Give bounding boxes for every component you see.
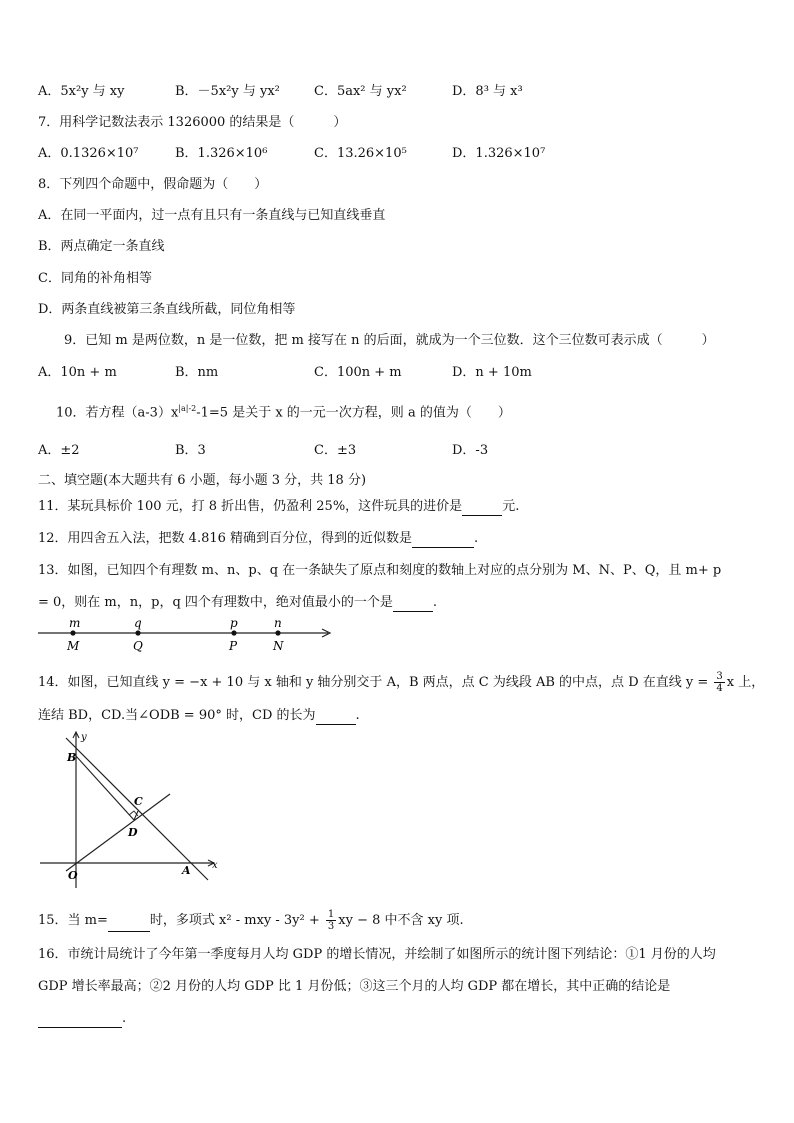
q11-text: 11．某玩具标价 100 元，打 8 折出售，仍盈利 25%，这件玩具的进价是 [38,499,463,514]
q13-number-line [36,614,336,654]
q9-option-d: D．n + 10m [452,365,532,380]
q12-answer-blank[interactable] [412,533,474,548]
point-n-label: n [274,616,282,630]
q11-stem [38,498,519,516]
q15-fraction [326,909,336,932]
q16-line1: 16．市统计局统计了今年第一季度每月人均 GDP 的增长情况，并绘制了如图所示的统计图下列结论：①1 月份的人均 [38,947,716,962]
label-d: D [128,826,138,839]
q8-option-c: C．同角的补角相等 [38,271,152,286]
q16-end: . [122,1011,127,1026]
q15-text-mid: 时，多项式 x² - mxy - 3y² + [149,913,320,928]
q14-fraction [714,671,724,694]
q14-fraction-numerator: 3 [716,671,723,682]
label-y: y [81,732,87,743]
q15-fraction-numerator: 1 [327,909,335,920]
q13-text: = 0，则在 m，n，p，q 四个有理数中，绝对值最小的一个是 [38,595,393,610]
q8-option-a: A．在同一平面内，过一点有且只有一条直线与已知直线垂直 [38,208,386,223]
q9-options [38,364,758,382]
point-Q-label: Q [133,639,143,653]
point-P-label: P [229,639,238,653]
line-ab [66,738,208,880]
q8-option-d: D．两条直线被第三条直线所截，同位角相等 [38,302,296,317]
q14-answer-blank[interactable] [316,710,356,725]
q7-option-c: C．13.26×10⁵ [314,146,407,161]
q12-text: 12．用四舍五入法，把数 4.816 精确到百分位，得到的近似数是 [38,531,413,546]
q14-line2 [38,707,360,725]
q14-line1 [38,671,764,694]
q16-line3 [38,1010,126,1028]
number-line-point-n [272,616,284,653]
q6-option-c: C．5ax² 与 yx² [314,84,407,99]
q10-exponent: |a|-2 [178,404,197,413]
point-p-label: p [230,616,238,630]
q13-line1: 13．如图，已知四个有理数 m、n、p、q 在一条缺失了原点和刻度的数轴上对应的点分别为 M、N、P、Q，且 m+ p [38,563,722,578]
q10-option-d: D．-3 [452,443,489,458]
label-c: C [134,795,143,808]
q7-option-d: D．1.326×10⁷ [452,146,546,161]
number-line-point-p [228,616,238,653]
q10-option-c: C．±3 [314,443,357,458]
q15-stem [38,909,464,932]
q10-stem-post: -1=5 是关于 x 的一元一次方程，则 a 的值为（ ） [196,405,511,421]
q11-answer-blank[interactable] [462,501,502,516]
q14-text: 连结 BD，CD.当∠ODB = 90° 时，CD 的长为 [38,708,316,723]
q8-stem: 8．下列四个命题中，假命题为（ ） [38,177,268,192]
label-b: B [67,751,77,764]
q7-option-a: A．0.1326×10⁷ [38,146,139,161]
q12-end: . [474,531,479,546]
q12-stem [38,530,478,548]
number-line-point-m [66,616,80,653]
q9-option-b: B．nm [175,365,219,380]
point-N-label: N [273,639,284,653]
q6-option-b: B．－5x²y 与 yx² [175,84,280,99]
q6-option-d: D．8³ 与 x³ [452,84,523,99]
q7-stem: 7．用科学记数法表示 1326000 的结果是（ ） [38,115,347,130]
q6-options [38,83,758,101]
q15-text-post: xy − 8 中不含 xy 项. [338,913,464,928]
q10-options [38,442,758,460]
q15-fraction-denominator: 3 [327,921,335,932]
q10-stem-pre: 10．若方程（a-3）x [56,405,179,421]
q6-option-a: A．5x²y 与 xy [38,84,125,99]
q7-option-b: B．1.326×10⁶ [175,146,268,161]
label-a: A [182,864,191,877]
point-m-label: m [69,616,81,630]
point-q-label: q [134,616,142,630]
q10-stem [56,400,511,422]
q14-end: . [355,708,360,723]
q14-fraction-denominator: 4 [716,683,723,694]
q16-answer-blank[interactable] [38,1013,122,1028]
q9-option-c: C．100n + m [314,365,402,380]
q8-option-b: B．两点确定一条直线 [38,239,165,254]
label-x: x [212,860,218,871]
segment-bd [76,756,134,820]
q9-option-a: A．10n + m [38,365,117,380]
q14-figure [36,728,226,898]
q15-answer-blank[interactable] [108,917,150,932]
q16-line2: GDP 增长率最高；②2 月份的人均 GDP 比 1 月份低；③这三个月的人均 GDP 都在增长，其中正确的结论是 [38,979,671,994]
q10-option-b: B．3 [175,443,206,458]
q13-answer-blank[interactable] [393,597,433,612]
q14-text-a: 14．如图，已知直线 y = −x + 10 与 x 轴和 y 轴分别交于 A，B 两点，点 C 为线段 AB 的中点，点 D 在直线 y = [38,675,709,690]
q13-line2 [38,594,437,612]
label-o: O [68,869,78,882]
q13-end: . [432,595,438,610]
number-line-point-q [133,616,143,653]
point-M-label: M [67,639,80,653]
section-2-heading: 二、填空题(本大题共有 6 小题，每小题 3 分，共 18 分) [38,473,367,488]
q9-stem: 9．已知 m 是两位数，n 是一位数，把 m 接写在 n 的后面，就成为一个三位数．这个三位数可表示成（ ） [64,333,715,348]
q11-unit: 元. [502,499,520,514]
q14-text-b: x 上， [726,675,765,690]
q15-text-pre: 15．当 m= [38,913,108,928]
q10-option-a: A．±2 [38,443,80,458]
line-od [66,794,170,871]
q7-options [38,145,758,163]
